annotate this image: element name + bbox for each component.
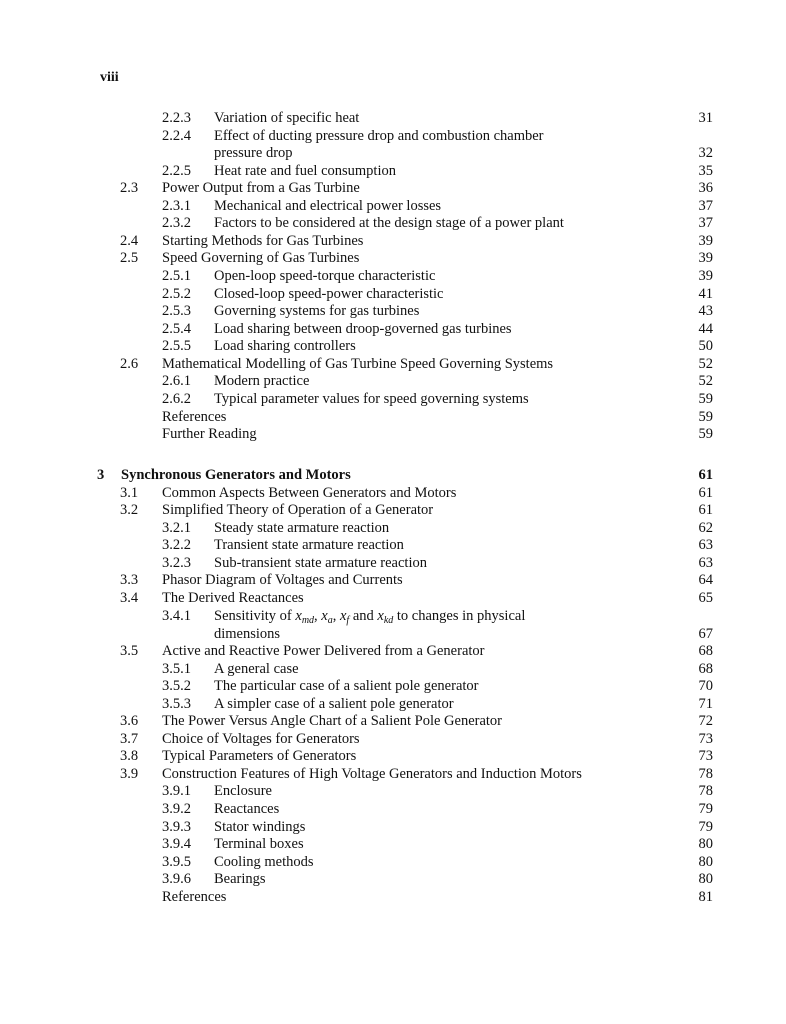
toc-entry-page: 59 <box>698 409 713 425</box>
toc-entry-title: The particular case of a salient pole generator <box>214 678 479 694</box>
toc-entry <box>0 625 786 643</box>
toc-entry <box>0 214 786 232</box>
toc-entry-title: Simplified Theory of Operation of a Generator <box>162 502 434 518</box>
toc-entry <box>0 267 786 285</box>
toc-entry-page: 67 <box>698 626 713 642</box>
toc-entry-page: 41 <box>698 286 713 302</box>
toc-entry-page: 37 <box>698 198 713 214</box>
toc-entry <box>0 390 786 408</box>
toc-entry-number: 3.7 <box>120 731 139 747</box>
toc-entry-number: 3.1 <box>120 485 139 501</box>
toc-entry <box>0 536 786 554</box>
toc-entry <box>0 302 786 320</box>
toc-entry <box>0 695 786 713</box>
toc-entry <box>0 408 786 426</box>
page-number: viii <box>100 70 119 85</box>
toc-entry-number: 3.5.2 <box>162 678 191 694</box>
toc-entry-page: 73 <box>698 748 713 764</box>
toc-entry-title: Construction Features of High Voltage Generators and Induction Motors <box>162 766 582 782</box>
toc-entry-title: Phasor Diagram of Voltages and Currents <box>162 572 403 588</box>
toc-entry-number: 3.6 <box>120 713 139 729</box>
toc-entry <box>0 765 786 783</box>
toc-entry-number: 3.2.2 <box>162 537 191 553</box>
toc-entry-page: 73 <box>698 731 713 747</box>
toc-entry-page: 44 <box>698 321 713 337</box>
toc-entry <box>0 677 786 695</box>
toc-entry-title: Terminal boxes <box>214 836 304 852</box>
toc-entry-number: 2.5.4 <box>162 321 191 337</box>
toc-entry-page: 52 <box>698 373 713 389</box>
toc-entry <box>0 337 786 355</box>
toc-entry-number: 2.5.2 <box>162 286 191 302</box>
toc-entry-number: 2.2.5 <box>162 163 191 179</box>
toc-entry-number: 2.2.3 <box>162 110 191 126</box>
toc-entry-title: A general case <box>214 661 299 677</box>
toc-entry <box>0 232 786 250</box>
toc-entry-number: 2.5.3 <box>162 303 191 319</box>
toc-entry-page: 68 <box>698 661 713 677</box>
toc-entry-page: 65 <box>698 590 713 606</box>
toc-entry-title: Effect of ducting pressure drop and combustion chamber <box>214 128 544 144</box>
toc-entry-number: 3.2.3 <box>162 555 191 571</box>
toc-entry-title: Load sharing controllers <box>214 338 356 354</box>
toc-entry-number: 3.9.4 <box>162 836 191 852</box>
toc-entry-title: Sensitivity of $x_{md}$, $x_a$, $x_f$ and $x_{kd}$ to changes in physical <box>214 608 526 626</box>
toc-entry-number: 3.9.1 <box>162 783 191 799</box>
toc-entry-title: Starting Methods for Gas Turbines <box>162 233 364 249</box>
toc-entry-number: 3.5.3 <box>162 696 191 712</box>
toc-entry-number: 3 <box>97 467 105 483</box>
toc-entry-page: 64 <box>698 572 713 588</box>
toc-entry-title: Reactances <box>214 801 280 817</box>
toc-entry-page: 62 <box>698 520 713 536</box>
toc-entry <box>0 519 786 537</box>
toc-entry-title: The Power Versus Angle Chart of a Salient Pole Generator <box>162 713 502 729</box>
toc-entry-title: Governing systems for gas turbines <box>214 303 420 319</box>
toc-entry-title: dimensions <box>214 626 281 642</box>
toc-entry-title: Bearings <box>214 871 266 887</box>
toc-entry-title: Sub-transient state armature reaction <box>214 555 427 571</box>
toc-entry-number: 2.5.1 <box>162 268 191 284</box>
toc-entry-page: 78 <box>698 783 713 799</box>
toc-entry <box>0 607 786 625</box>
toc-entry-title: Transient state armature reaction <box>214 537 404 553</box>
toc-entry-page: 31 <box>698 110 713 126</box>
toc-entry-number: 3.5.1 <box>162 661 191 677</box>
toc-entry-page: 80 <box>698 854 713 870</box>
toc-entry-page: 80 <box>698 871 713 887</box>
toc-entry-title: Steady state armature reaction <box>214 520 390 536</box>
toc-entry-page: 37 <box>698 215 713 231</box>
toc-entry-page: 72 <box>698 713 713 729</box>
toc-entry <box>0 179 786 197</box>
toc-entry-number: 3.4.1 <box>162 608 191 624</box>
toc-entry-title: Variation of specific heat <box>214 110 360 126</box>
toc-entry-number: 2.5.5 <box>162 338 191 354</box>
toc-entry <box>0 712 786 730</box>
toc-entry-title: Mechanical and electrical power losses <box>214 198 442 214</box>
toc-entry-title: Mathematical Modelling of Gas Turbine Speed Governing Systems <box>162 356 554 372</box>
toc-entry <box>0 162 786 180</box>
toc-entry <box>0 571 786 589</box>
toc-entry-number: 2.5 <box>120 250 139 266</box>
toc-entry-number: 2.6 <box>120 356 139 372</box>
toc-entry <box>0 372 786 390</box>
toc-entry-title: Heat rate and fuel consumption <box>214 163 396 179</box>
toc-entry-page: 52 <box>698 356 713 372</box>
toc-entry <box>0 888 786 906</box>
toc-entry-page: 36 <box>698 180 713 196</box>
toc-entry-title: Speed Governing of Gas Turbines <box>162 250 360 266</box>
toc-entry-number: 3.9.2 <box>162 801 191 817</box>
toc-entry-page: 79 <box>698 819 713 835</box>
toc-entry-title: Typical parameter values for speed governing systems <box>214 391 529 407</box>
toc-entry-page: 61 <box>698 467 713 483</box>
toc-entry-number: 2.6.1 <box>162 373 191 389</box>
toc-entry-title: Modern practice <box>214 373 310 389</box>
toc-entry-number: 3.8 <box>120 748 139 764</box>
toc-entry <box>0 835 786 853</box>
toc-entry-page: 39 <box>698 268 713 284</box>
toc-entry-title: A simpler case of a salient pole generator <box>214 696 454 712</box>
toc-entry-number: 3.9 <box>120 766 139 782</box>
toc-entry <box>0 730 786 748</box>
toc-entry-title: Choice of Voltages for Generators <box>162 731 360 747</box>
toc-entry-number: 3.9.6 <box>162 871 191 887</box>
toc-entry <box>0 425 786 443</box>
toc-entry-page: 63 <box>698 555 713 571</box>
toc-entry-title: Further Reading <box>162 426 257 442</box>
toc-entry-page: 59 <box>698 426 713 442</box>
toc-entry <box>0 660 786 678</box>
toc-entry-page: 43 <box>698 303 713 319</box>
toc-entry-page: 61 <box>698 485 713 501</box>
toc-entry-title: Active and Reactive Power Delivered from a Generator <box>162 643 485 659</box>
toc-entry <box>0 109 786 127</box>
toc-entry-page: 59 <box>698 391 713 407</box>
toc-entry-title: Synchronous Generators and Motors <box>121 467 351 483</box>
toc-entry-page: 81 <box>698 889 713 905</box>
toc-entry-title: References <box>162 409 227 425</box>
toc-entry-page: 79 <box>698 801 713 817</box>
toc-entry-number: 3.5 <box>120 643 139 659</box>
toc-entry-title: Power Output from a Gas Turbine <box>162 180 360 196</box>
toc-entry-page: 80 <box>698 836 713 852</box>
toc-entry-title: Typical Parameters of Generators <box>162 748 357 764</box>
toc-entry <box>0 144 786 162</box>
toc-entry-page: 68 <box>698 643 713 659</box>
toc-entry <box>0 285 786 303</box>
toc-entry-number: 2.3 <box>120 180 139 196</box>
toc-entry-title: The Derived Reactances <box>162 590 304 606</box>
math-x-kd: $x_{kd}$ <box>377 608 394 626</box>
toc-entry <box>0 554 786 572</box>
math-x-f: $x_f$ <box>339 608 350 626</box>
toc-entry-title: Factors to be considered at the design stage of a power plant <box>214 215 564 231</box>
toc-entry <box>0 642 786 660</box>
math-x-md: $x_{md}$ <box>295 608 315 626</box>
toc-entry-title: Common Aspects Between Generators and Motors <box>162 485 457 501</box>
toc-entry-page: 39 <box>698 250 713 266</box>
toc-entry-page: 39 <box>698 233 713 249</box>
toc-entry-page: 70 <box>698 678 713 694</box>
math-x-a: $x_a$ <box>321 608 333 626</box>
toc-entry <box>0 589 786 607</box>
toc-entry <box>0 501 786 519</box>
toc-entry-number: 3.4 <box>120 590 139 606</box>
toc-entry <box>0 249 786 267</box>
toc-entry-number: 3.9.5 <box>162 854 191 870</box>
toc-entry <box>0 870 786 888</box>
toc-entry-title: Open-loop speed-torque characteristic <box>214 268 436 284</box>
toc-entry-title: Enclosure <box>214 783 272 799</box>
toc-entry-number: 2.2.4 <box>162 128 191 144</box>
toc-entry <box>0 466 786 484</box>
toc-entry-number: 3.2 <box>120 502 139 518</box>
toc-entry-number: 2.3.1 <box>162 198 191 214</box>
toc-entry-title: Closed-loop speed-power characteristic <box>214 286 444 302</box>
toc-entry <box>0 484 786 502</box>
toc-entry <box>0 747 786 765</box>
toc-entry <box>0 818 786 836</box>
toc-entry-page: 78 <box>698 766 713 782</box>
toc-entry <box>0 320 786 338</box>
toc-entry-title: Cooling methods <box>214 854 314 870</box>
toc-entry-number: 2.4 <box>120 233 139 249</box>
toc-entry <box>0 853 786 871</box>
toc-entry-page: 71 <box>698 696 713 712</box>
toc-entry-number: 3.3 <box>120 572 139 588</box>
toc-entry-page: 63 <box>698 537 713 553</box>
toc-entry <box>0 355 786 373</box>
toc-entry-title: References <box>162 889 227 905</box>
toc-entry-number: 2.6.2 <box>162 391 191 407</box>
toc-entry-title: Stator windings <box>214 819 306 835</box>
toc-entry-page: 61 <box>698 502 713 518</box>
toc-entry-number: 2.3.2 <box>162 215 191 231</box>
toc-entry <box>0 800 786 818</box>
toc-entry-number: 3.2.1 <box>162 520 191 536</box>
toc-entry-title: Load sharing between droop-governed gas turbines <box>214 321 512 337</box>
toc-entry-title: pressure drop <box>214 145 293 161</box>
toc-entry-page: 32 <box>698 145 713 161</box>
toc-entry-page: 50 <box>698 338 713 354</box>
toc-entry-page: 35 <box>698 163 713 179</box>
toc-entry <box>0 197 786 215</box>
toc-entry <box>0 127 786 145</box>
toc-entry-number: 3.9.3 <box>162 819 191 835</box>
toc-entry <box>0 782 786 800</box>
